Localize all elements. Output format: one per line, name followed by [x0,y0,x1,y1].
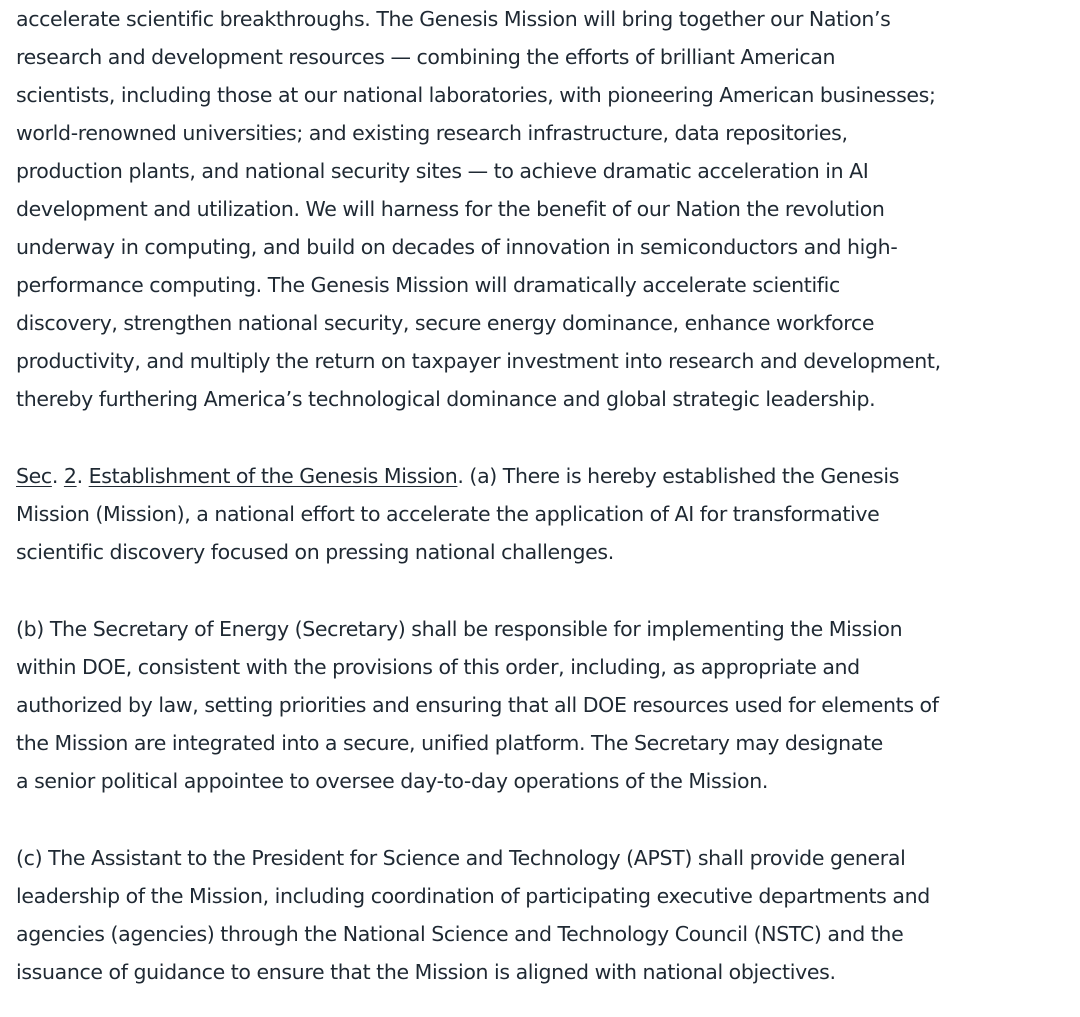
text-line: (b) The Secretary of Energy (Secretary) shall be responsible for implementing the Mission [16,617,903,641]
section-2-paragraph [16,457,1066,571]
section-2-heading-line [16,457,1066,495]
text-line: development and utilization. We will harness for the benefit of our Nation the revolution [16,197,885,221]
paragraph-c [16,839,1066,991]
text-line: research and development resources — combining the efforts of brilliant American [16,45,836,69]
intro-paragraph [16,0,1066,418]
section-number-link[interactable]: 2 [63,464,77,488]
text-line: a senior political appointee to oversee day-to-day operations of the Mission. [16,769,769,793]
text-line: discovery, strengthen national security, secure energy dominance, enhance workforce [16,311,875,335]
paragraph-gap [16,800,1066,839]
text-line: leadership of the Mission, including coordination of participating executive departments and [16,884,930,908]
section-number-dot: . [76,464,89,488]
text-line: (c) The Assistant to the President for Science and Technology (APST) shall provide general [16,846,906,870]
text-line: within DOE, consistent with the provisions of this order, including, as appropriate and [16,655,860,679]
text-line: thereby furthering America’s technological dominance and global strategic leadership. [16,387,876,411]
text-line: authorized by law, setting priorities and ensuring that all DOE resources used for elements of [16,693,939,717]
text-line: production plants, and national security sites — to achieve dramatic acceleration in AI [16,159,869,183]
section-label-link[interactable]: Sec [16,464,52,488]
text-line: productivity, and multiply the return on taxpayer investment into research and development, [16,349,941,373]
document-body [16,0,1066,991]
text-line: issuance of guidance to ensure that the Mission is aligned with national objectives. [16,960,836,984]
text-line: agencies (agencies) through the National Science and Technology Council (NSTC) and the [16,922,904,946]
paragraph-b [16,610,1066,800]
text-line: accelerate scientific breakthroughs. The Genesis Mission will bring together our Nation’s [16,7,891,31]
section-label-dot: . [51,464,64,488]
text-line: underway in computing, and build on decades of innovation in semiconductors and high- [16,235,898,259]
text-line: performance computing. The Genesis Mission will dramatically accelerate scientific [16,273,840,297]
section-heading-rest: . (a) There is hereby established the Genesis [457,464,900,488]
text-line: Mission (Mission), a national effort to accelerate the application of AI for transformative [16,502,880,526]
text-line: scientists, including those at our national laboratories, with pioneering American businesses; [16,83,936,107]
paragraph-gap [16,418,1066,457]
text-line: the Mission are integrated into a secure, unified platform. The Secretary may designate [16,731,883,755]
text-line: scientific discovery focused on pressing national challenges. [16,540,614,564]
paragraph-gap [16,571,1066,610]
section-heading-link[interactable]: Establishment of the Genesis Mission [88,464,458,488]
text-line: world-renowned universities; and existing research infrastructure, data repositories, [16,121,848,145]
